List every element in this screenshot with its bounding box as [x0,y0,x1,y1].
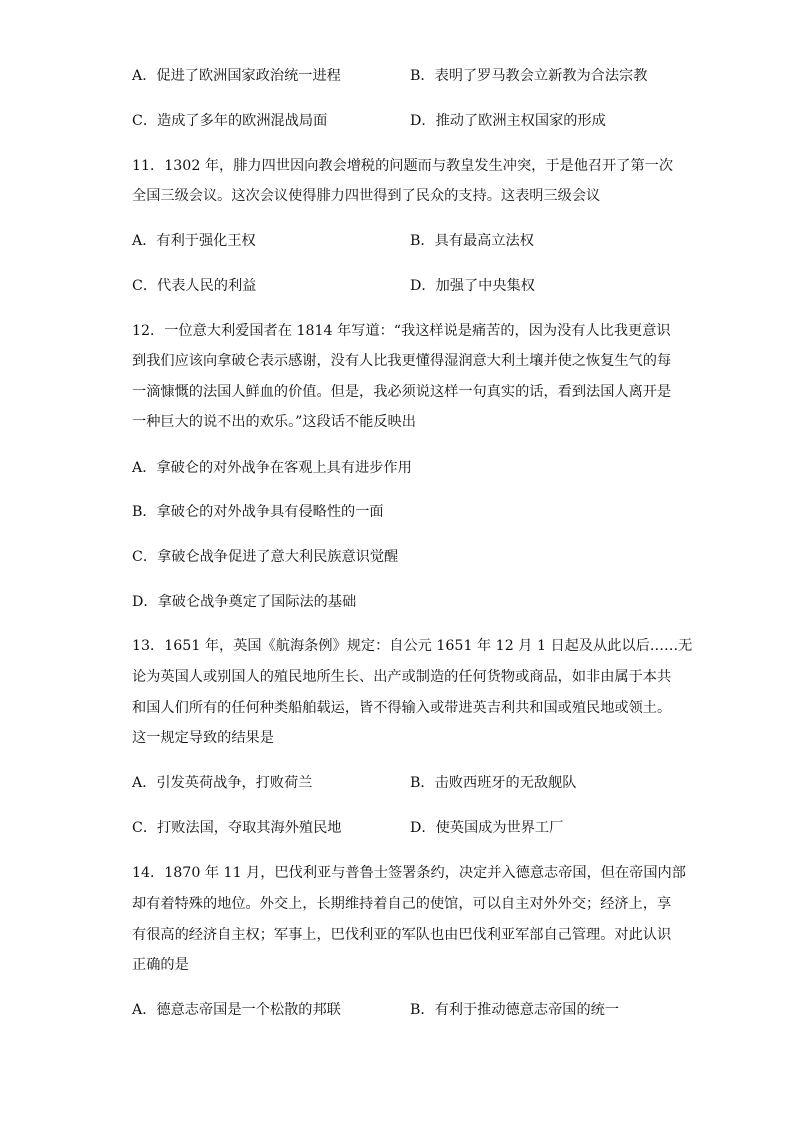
q10-option-a: A．促进了欧洲国家政治统一进程 [132,68,341,84]
q12-option-c: C．拿破仑战争促进了意大利民族意识觉醒 [132,549,399,565]
q12-stem-line-2: 到我们应该向拿破仑表示感谢，没有人比我更懂得湿润意大利土壤并使之恢复生气的每 [132,353,672,369]
q11-option-c: C．代表人民的利益 [132,278,257,294]
q13-option-d: D．使英国成为世界工厂 [410,820,564,836]
q10-option-c: C．造成了多年的欧洲混战局面 [132,113,328,129]
q13-option-a: A．引发英荷战争，打败荷兰 [132,775,313,791]
q13-stem-line-4: 这一规定导致的结果是 [132,730,274,746]
q12-stem-line-1: 12．一位意大利爱国者在 1814 年写道：“我这样说是痛苦的，因为没有人比我更意识 [132,323,671,339]
q12-stem-line-4: 一种巨大的说不出的欢乐。”这段话不能反映出 [132,414,416,430]
q13-stem-line-2: 论为英国人或别国人的殖民地所生长、出产或制造的任何货物或商品，如非由属于本共 [132,669,672,685]
q14-stem-line-3: 有很高的经济自主权；军事上，巴伐利亚的军队也由巴伐利亚军部自己管理。对此认识 [132,927,672,943]
q14-option-b: B．有利于推动德意志帝国的统一 [410,1002,620,1018]
q14-stem-line-2: 却有着特殊的地位。外交上，长期维持着自己的使馆，可以自主对外外交；经济上，享 [132,896,672,912]
q11-option-d: D．加强了中央集权 [410,278,535,294]
q11-stem-line-1: 11．1302 年，腓力四世因向教会增税的问题而与教皇发生冲突，于是他召开了第一次 [132,158,674,174]
q13-option-b: B．击败西班牙的无敌舰队 [410,775,577,791]
q11-stem-line-2: 全国三级会议。这次会议使得腓力四世得到了民众的支持。这表明三级会议 [132,188,601,204]
q12-option-a: A．拿破仑的对外战争在客观上具有进步作用 [132,460,412,476]
q14-stem-line-4: 正确的是 [132,957,189,973]
q13-option-c: C．打败法国，夺取其海外殖民地 [132,820,342,836]
q14-stem-line-1: 14．1870 年 11 月，巴伐利亚与普鲁士签署条约，决定并入德意志帝国，但在帝国内部 [132,865,686,881]
q13-stem-line-3: 和国人们所有的任何种类船舶载运，皆不得输入或带进英吉利共和国或殖民地或领土。 [132,700,672,716]
q11-option-b: B．具有最高立法权 [410,233,534,249]
q13-stem-line-1: 13．1651 年，英国《航海条例》规定：自公元 1651 年 12 月 1 日起及从此以后……无 [132,638,693,654]
q12-option-b: B．拿破仑的对外战争具有侵略性的一面 [132,504,384,520]
q12-option-d: D．拿破仑战争奠定了国际法的基础 [132,594,357,610]
q14-option-a: A．德意志帝国是一个松散的邦联 [132,1002,341,1018]
q12-stem-line-3: 一滴慷慨的法国人鲜血的价值。但是，我必须说这样一句真实的话，看到法国人离开是 [132,384,672,400]
q11-option-a: A．有利于强化王权 [132,233,256,249]
q10-option-b: B．表明了罗马教会立新教为合法宗教 [410,68,648,84]
q10-option-d: D．推动了欧洲主权国家的形成 [410,113,606,129]
